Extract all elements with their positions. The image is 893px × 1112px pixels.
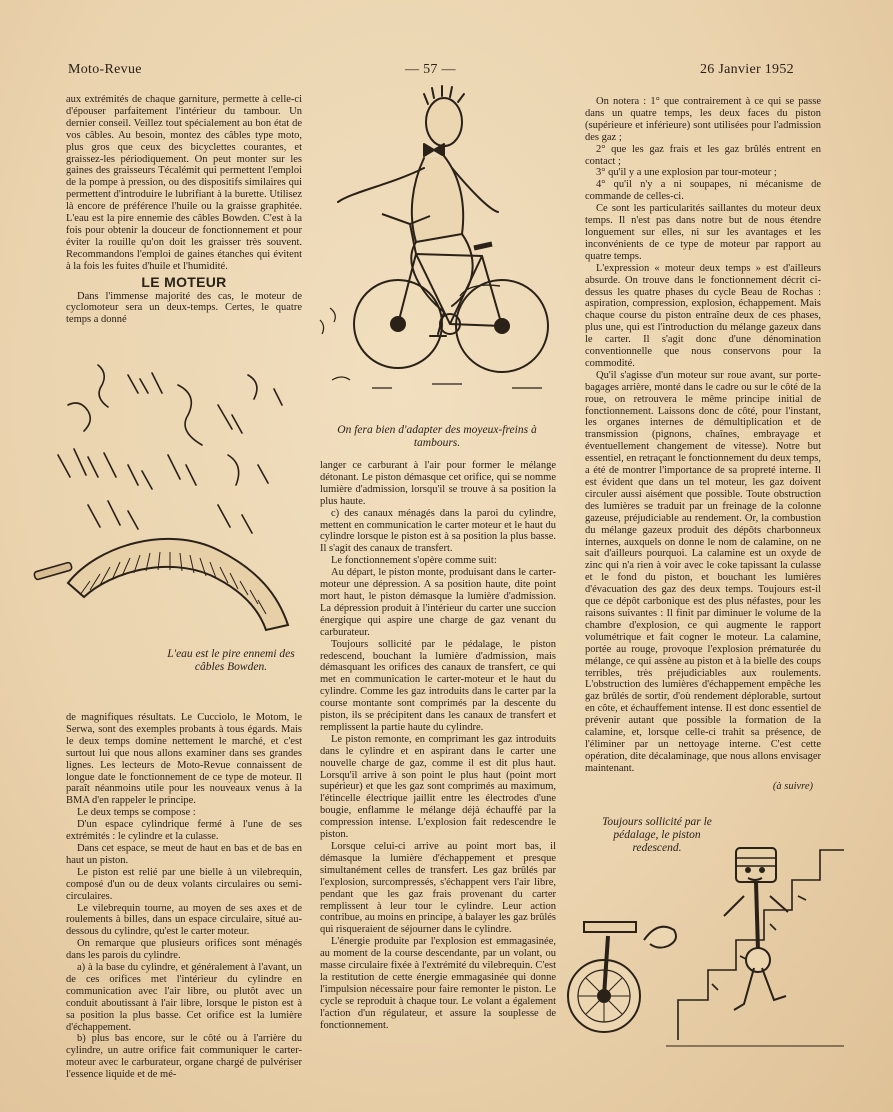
paragraph: 4° qu'il n'y a ni soupapes, ni mécanisme de commande de celles-ci. (585, 179, 821, 203)
pedal (584, 922, 636, 932)
rod-big-end (746, 948, 770, 972)
paragraph: a) à la base du cylindre, et généralement à l'avant, un de ces orifices met l'intérieur du cylindre en communication avec l'air libre, ou plutôt avec un conduit aboutissant à l'air libre, lorsque le piston est à sa position la plus basse. Cet orifice est la lumière d'échappement. (66, 962, 302, 1033)
rider-arm-left (338, 168, 424, 202)
water-streaks (58, 365, 282, 533)
paragraph: langer ce carburant à l'air pour former le mélange détonant. Le piston démasque cet orifice, qui se nomme lumière d'admission, lorsqu'il se trouve à sa position la plus haute. (320, 460, 556, 507)
paragraph: On remarque que plusieurs orifices sont ménagés dans les parois du cylindre. (66, 938, 302, 962)
paragraph: L'énergie produite par l'explosion est emmagasinée, au moment de la course descendante, par un volant, ou masse circulaire fixée à l'extrémité du vilebrequin. C'est la restitution de cette énergie emmagasinée qui donne l'impulsion nécessaire pour faire remonter le piston. Le cycle se reproduit à chaque tour. Le volant a également l'action d'un régulateur, et assure la souplesse de fonctionnement. (320, 936, 556, 1031)
paragraph: Le piston remonte, en comprimant les gaz introduits dans le cylindre et en aspirant dans le carter une nouvelle charge de gaz, comme il est dit plus haut. Lorsqu'il arrive à son point le plus haut (point mort supérieur) et que les gaz sont comprimés au maximum, l'étincelle électrique jaillit entre les électrodes d'une bougie, enflamme le mélange déjà échauffé par la compression intense. L'explosion fait redescendre le piston. (320, 733, 556, 841)
paragraph: Le fonctionnement s'opère comme suit: (331, 555, 497, 567)
page-number: — 57 — (405, 62, 456, 77)
left-column-bottom (66, 712, 302, 1081)
piston-legs (734, 968, 786, 1010)
paragraph: de magnifiques résultats. Le Cucciolo, le Motom, le Serwa, sont des exemples probants à tous égards. Mais le deux temps domine nettement le marché, et c'est surtout lui que nous allons examiner dans ses grandes lignes. Les lecteurs de Moto-Revue connaissent de longue date le fonctionnement de ce type de moteur. Il paraît néanmoins utile pour les nouveaux venus à la BMA d'en rappeler le principe. (66, 712, 302, 807)
piston-caption: Toujours sollicité par le pédalage, le piston redescend. (602, 816, 712, 854)
paragraph: D'un espace cylindrique fermé à l'une de ses extrémités : le cylindre et la culasse. (66, 819, 302, 843)
saddle (474, 244, 492, 248)
paragraph: Lorsque celui-ci arrive au point mort bas, il démasque la lumière d'échappement et presque simultanément celles de transfert. Les gaz brûlés par l'explosion, surcompressés, s'échappent vers l'air libre, pendant que les gaz frais provenant du carter remplissent à leur tour le cylindre. Leur action contribue, au moins en principe, à balayer les gaz brûlés qui risqueraient de séjourner dans le cylindre. (320, 841, 556, 936)
paragraph: Le piston est relié par une bielle à un vilebrequin, composé d'un ou de deux volants circulaires ou semi-circulaires. (66, 866, 302, 902)
rider-head (426, 98, 462, 146)
paragraph: b) plus bas encore, sur le côté ou à l'arrière du cylindre, un autre orifice fait communiquer le carter-moteur avec le carburateur, organe chargé de pulvériser l'essence liquide et de mé- (66, 1033, 302, 1081)
cable-illustration (28, 345, 308, 635)
paragraph: aux extrémités de chaque garniture, permette à celle-ci d'épouser parfaitement l'intérieur du tambour. Un dernier conseil. Veillez tout spécialement au bon état de vos câbles. Au besoin, montez des câbles type moto, plus gros que ceux des bicyclettes courantes, et graissez-les périodiquement. On peut monter sur les gaines des graisseurs Técalémit qui permettent l'emploi de la pompe à pression, ou des dispositifs similaires qui permettent d'introduire le lubrifiant à la burette. Utilisez là encore de préférence l'huile ou la graisse graphitée. L'eau est la pire ennemie des câbles Bowden. C'est à la fois pour obtenir la douceur de fonctionnement et pour éviter la rouille qu'on doit les graisser très souvent. Recommandons l'emploi de gaines étanches qui évitent à la fois les fuites d'huile et l'humidité. (66, 94, 302, 272)
connecting-rod (756, 882, 758, 950)
paragraph: Ce sont les particularités saillantes du moteur deux temps. Il n'est pas dans notre but de nous étendre longuement sur elles, ni sur les avantages et les inconvénients de ce type de moteur par rapport au quatre temps. (585, 203, 821, 262)
paragraph: Au départ, le piston monte, produisant dans le carter-moteur une dépression. A sa position haute, dite point mort haut, le piston démasque la lumière d'admission. La dépression produit à l'intérieur du carter une succion énergique qui aspire une charge de gaz venant du carburateur. (320, 567, 556, 638)
cable-caption: L'eau est le pire ennemi des câbles Bowden. (167, 648, 295, 673)
left-column-top (66, 94, 302, 326)
issue-date: 26 Janvier 1952 (700, 62, 794, 77)
paragraph: Toujours sollicité par le pédalage, le piston redescend, bouchant la lumière d'admission, mais démasquant les orifices des canaux de transfert, ce qui met en communication le carter-moteur et le haut du cylindre. Comme les gaz introduits dans le carter par la course montante sont comprimés par la descente du piston, ils se précipitent dans les canaux de transfert et remplissent la partie haute du cylindre. (320, 638, 556, 733)
bicycle-frame (398, 254, 502, 326)
paragraph: On notera : 1° que contrairement à ce qui se passe dans un quatre temps, les deux faces du piston (supérieure et inférieure) sont utilisées pour l'admission des gaz ; (585, 96, 821, 143)
cyclist-caption: On fera bien d'adapter des moyeux-freins à tambours. (337, 424, 537, 449)
piston-illustration (548, 800, 848, 1050)
paragraph: Dans cet espace, se meut de haut en bas et de bas en haut un piston. (66, 842, 302, 866)
paragraph: Le vilebrequin tourne, au moyen de ses axes et de roulements à billes, dans un espace circulaire, situé au-dessous du cylindre, qu'est le carter moteur. (66, 902, 302, 938)
pointing-hand (644, 927, 676, 948)
paragraph: Le deux temps se compose : (77, 807, 196, 819)
bow-tie (424, 144, 444, 156)
paragraph: c) des canaux ménagés dans la paroi du cylindre, mettent en communication le carter moteur et le haut du cylindre lorsque le piston est à sa position la plus basse. Il s'agit des canaux de transfert. (320, 507, 556, 555)
paragraph: L'expression « moteur deux temps » est d'ailleurs absurde. On trouve dans le fonctionnement décrit ci-dessus les quatre phases du cycle Beau de Rochas : aspiration, compression, explosion, échappement. Mais chaque course du piston entraîne deux de ces phases, plus une, qui est l'introduction du mélange gazeux dans le carter. Il s'agit donc d'une dénomination conventionnelle que nous conservons pour la commodité. (585, 262, 821, 369)
middle-column (320, 460, 556, 1032)
paragraph: 3° qu'il y a une explosion par tour-moteur ; (596, 167, 777, 179)
to-be-continued: (à suivre) (772, 780, 813, 792)
bowden-cable (34, 539, 288, 630)
right-column (585, 96, 821, 793)
pedal-crank (568, 922, 676, 1032)
section-heading: LE MOTEUR (141, 273, 227, 290)
paragraph: 2° que les gaz frais et les gaz brûlés entrent en contact ; (585, 143, 821, 167)
cyclist-illustration (312, 84, 574, 414)
paragraph: Qu'il s'agisse d'un moteur sur roue avant, sur porte-bagages arrière, monté dans le cadre ou sur le côté de la roue, on retrouvera le même principe initial de fonctionnement. Laissons donc de côté, pour l'instant, les organes internes de démultiplication et de transmission (pignons, chaînes, embrayage et éventuellement changement de vitesse). Notre but essentiel, en retraçant le fonctionnement du deux temps, a été de montrer l'importance de sa propreté interne. Il est évident que dans un tel moteur, les gaz doivent circuler aussi aisément que possible. Toute obstruction des lumières se traduit par un freinage de la colonne gazeuse, préjudiciable au rendement. Or, la combustion du mélange gazeux produit des dépôts charbonneux internes, auxquels on donne le nom de calamine, on ne sait d'ailleurs pourquoi. La calamine est un oxyde de zinc qui n'a rien à voir avec le coke tapissant la culasse et le fond du piston, et bouchant les lumières d'évacuation des gaz des deux temps. Toujours est-il que ce dépôt carbonique est des plus néfastes, pour les raisons suivantes : Il finit par diminuer le volume de la chambre d'explosion, ce qui augmente le rapport volumétrique et fait cogner le moteur. La calamine, portée au rouge, provoque l'explosion prématurée du mélange, ce qui assène au piston et à la bielle des coups terribles, très préjudiciables aux roulements. L'obstruction des lumières d'échappement empêche les gaz brûlés de sortir, d'où rendement déplorable, surtout en côte, et échauffement intense. Il est donc essentiel de prévenir autant que possible la formation de la calamine, et, lorsque celle-ci trahit sa présence, de l'éliminer par un nettoyage interne. C'est cette opération, dite décalaminage, que nous allons envisager maintenant. (585, 369, 821, 774)
rider-torso (412, 156, 463, 242)
bicycle (354, 214, 548, 372)
paragraph: Dans l'immense majorité des cas, le moteur de cyclomoteur sera un deux-temps. Certes, le quatre temps a donné (66, 290, 302, 326)
rider-leg (452, 234, 473, 306)
magazine-title: Moto-Revue (68, 62, 142, 77)
piston-head (736, 848, 776, 882)
piston-character (724, 848, 788, 1010)
motion-lines (320, 308, 335, 334)
